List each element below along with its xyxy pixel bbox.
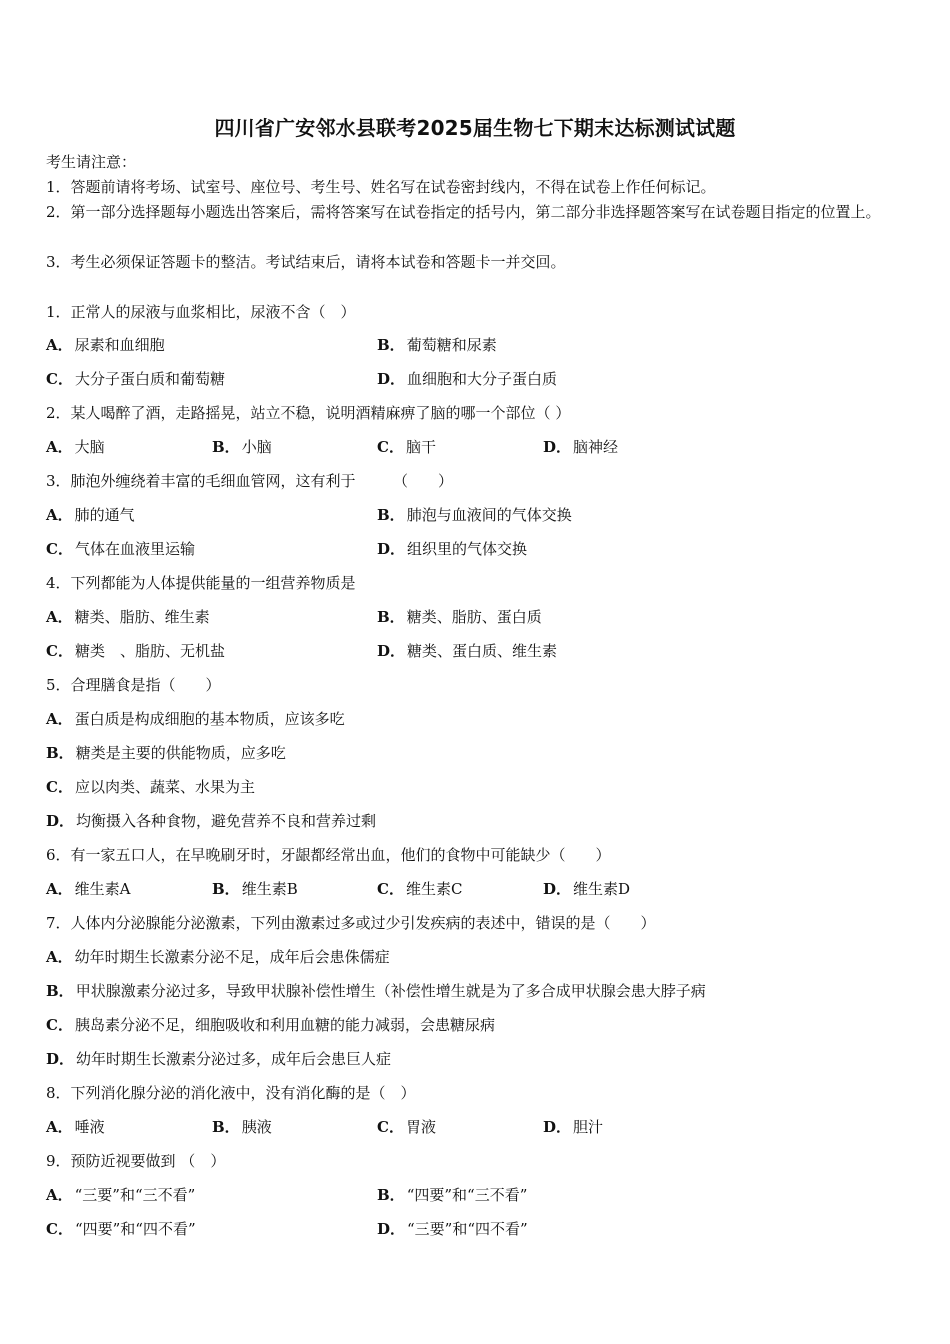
option-c xyxy=(377,1115,436,1139)
option-text: “三要”和“三不看” xyxy=(74,1186,196,1204)
option-letter: B． xyxy=(377,608,405,626)
option-a xyxy=(46,605,210,629)
option-text: 大分子蛋白质和葡萄糖 xyxy=(74,370,225,388)
option-letter: A． xyxy=(46,710,73,728)
option-b xyxy=(377,333,497,357)
option-text: 糖类、蛋白质、维生素 xyxy=(407,642,558,660)
notice-item: 2．第一部分选择题每小题选出答案后，需将答案写在试卷指定的括号内，第二部分非选择题答案写在试卷题目指定的位置上。 xyxy=(46,203,881,221)
option-letter: B． xyxy=(377,506,405,524)
option-letter: B． xyxy=(377,1186,405,1204)
option-letter: D． xyxy=(543,880,572,898)
option-a xyxy=(46,1115,105,1139)
question-stem: 4．下列都能为人体提供能量的一组营养物质是 xyxy=(46,574,356,592)
option-letter: D． xyxy=(543,438,572,456)
option-d xyxy=(543,435,618,459)
option-text: 维生素D xyxy=(573,880,631,898)
option-letter: C． xyxy=(46,370,73,388)
option-text: 糖类、脂肪、维生素 xyxy=(74,608,210,626)
option-letter: D． xyxy=(543,1118,572,1136)
option-b xyxy=(46,741,286,765)
option-letter: A． xyxy=(46,438,73,456)
option-c xyxy=(46,537,195,561)
option-letter: C． xyxy=(46,1220,73,1238)
option-text: “四要”和“四不看” xyxy=(74,1220,196,1238)
option-text: 肺的通气 xyxy=(74,506,135,524)
option-d xyxy=(46,809,376,833)
exam-title: 四川省广安邻水县联考2025届生物七下期末达标测试试题 xyxy=(214,116,736,140)
option-text: 应以肉类、蔬菜、水果为主 xyxy=(74,778,255,796)
option-c xyxy=(46,775,255,799)
option-text: 小脑 xyxy=(241,438,272,456)
question-stem: 2．某人喝醉了酒，走路摇晃，站立不稳，说明酒精麻痹了脑的哪一个部位（ ） xyxy=(46,404,571,422)
option-a xyxy=(46,707,345,731)
option-c xyxy=(377,435,436,459)
option-text: 均衡摄入各种食物，避免营养不良和营养过剩 xyxy=(76,812,377,830)
option-text: 维生素A xyxy=(74,880,131,898)
option-letter: D． xyxy=(46,812,75,830)
option-letter: A． xyxy=(46,1186,73,1204)
option-text: 组织里的气体交换 xyxy=(407,540,528,558)
option-letter: D． xyxy=(46,1050,75,1068)
option-text: 葡萄糖和尿素 xyxy=(406,336,497,354)
option-text: 幼年时期生长激素分泌不足，成年后会患侏儒症 xyxy=(74,948,390,966)
question-stem: 6．有一家五口人，在早晚刷牙时，牙龈都经常出血，他们的食物中可能缺少（ ） xyxy=(46,846,611,864)
option-text: 胰岛素分泌不足，细胞吸收和利用血糖的能力减弱，会患糖尿病 xyxy=(74,1016,495,1034)
notice-item: 3．考生必须保证答题卡的整洁。考试结束后，请将本试卷和答题卡一并交回。 xyxy=(46,253,566,271)
option-text: 胃液 xyxy=(405,1118,436,1136)
option-letter: C． xyxy=(377,1118,404,1136)
option-letter: B． xyxy=(212,1118,240,1136)
option-text: 维生素C xyxy=(405,880,463,898)
option-letter: A． xyxy=(46,1118,73,1136)
question-stem: 5．合理膳食是指（ ） xyxy=(46,676,221,694)
option-text: 肺泡与血液间的气体交换 xyxy=(406,506,572,524)
question-stem: 1．正常人的尿液与血浆相比，尿液不含（ ） xyxy=(46,303,356,321)
option-b xyxy=(46,979,706,1003)
option-letter: B． xyxy=(212,438,240,456)
option-c xyxy=(46,639,225,663)
option-text: 气体在血液里运输 xyxy=(74,540,195,558)
option-letter: A． xyxy=(46,880,73,898)
option-d xyxy=(543,1115,603,1139)
option-text: 脑干 xyxy=(405,438,436,456)
option-b xyxy=(212,877,298,901)
option-a xyxy=(46,435,105,459)
option-a xyxy=(46,503,135,527)
option-text: 胰液 xyxy=(241,1118,272,1136)
option-text: 甲状腺激素分泌过多，导致甲状腺补偿性增生（补偿性增生就是为了多合成甲状腺会患大脖子病 xyxy=(75,982,706,1000)
option-letter: D． xyxy=(377,540,406,558)
option-d xyxy=(46,1047,391,1071)
option-text: 脑神经 xyxy=(573,438,619,456)
option-c xyxy=(377,877,462,901)
option-text: 大脑 xyxy=(74,438,105,456)
option-b xyxy=(377,605,542,629)
option-c xyxy=(46,1217,196,1241)
option-a xyxy=(46,333,165,357)
option-letter: D． xyxy=(377,370,406,388)
option-d xyxy=(377,537,527,561)
option-text: 胆汁 xyxy=(573,1118,604,1136)
option-b xyxy=(212,1115,272,1139)
option-letter: C． xyxy=(377,438,404,456)
option-letter: D． xyxy=(377,1220,406,1238)
option-c xyxy=(46,1013,495,1037)
question-stem: 9．预防近视要做到 （ ） xyxy=(46,1152,226,1170)
option-letter: A． xyxy=(46,506,73,524)
option-letter: B． xyxy=(46,744,74,762)
option-letter: C． xyxy=(377,880,404,898)
option-text: 维生素B xyxy=(241,880,298,898)
option-letter: C． xyxy=(46,1016,73,1034)
option-letter: C． xyxy=(46,540,73,558)
option-c xyxy=(46,367,225,391)
notice-item: 1．答题前请将考场、试室号、座位号、考生号、姓名写在试卷密封线内，不得在试卷上作任何标记。 xyxy=(46,178,716,196)
question-stem: 8．下列消化腺分泌的消化液中，没有消化酶的是（ ） xyxy=(46,1084,416,1102)
option-d xyxy=(543,877,630,901)
option-text: 糖类 、脂肪、无机盐 xyxy=(74,642,225,660)
option-a xyxy=(46,1183,195,1207)
option-b xyxy=(212,435,272,459)
option-text: 唾液 xyxy=(74,1118,105,1136)
option-text: 尿素和血细胞 xyxy=(74,336,165,354)
option-text: 蛋白质是构成细胞的基本物质，应该多吃 xyxy=(74,710,345,728)
option-b xyxy=(377,503,572,527)
question-stem: 7．人体内分泌腺能分泌激素，下列由激素过多或过少引发疾病的表述中，错误的是（ ） xyxy=(46,914,656,932)
option-letter: D． xyxy=(377,642,406,660)
option-a xyxy=(46,877,130,901)
option-letter: B． xyxy=(212,880,240,898)
option-b xyxy=(377,1183,527,1207)
option-letter: A． xyxy=(46,336,73,354)
option-text: 糖类是主要的供能物质，应多吃 xyxy=(75,744,286,762)
option-letter: A． xyxy=(46,608,73,626)
option-text: 糖类、脂肪、蛋白质 xyxy=(406,608,542,626)
option-text: 血细胞和大分子蛋白质 xyxy=(407,370,558,388)
notice-heading: 考生请注意： xyxy=(46,153,137,171)
option-d xyxy=(377,1217,528,1241)
option-a xyxy=(46,945,390,969)
option-letter: B． xyxy=(46,982,74,1000)
option-text: “四要”和“三不看” xyxy=(406,1186,528,1204)
option-d xyxy=(377,639,557,663)
option-d xyxy=(377,367,557,391)
option-letter: C． xyxy=(46,778,73,796)
option-letter: C． xyxy=(46,642,73,660)
option-letter: A． xyxy=(46,948,73,966)
option-text: “三要”和“四不看” xyxy=(407,1220,528,1238)
option-letter: B． xyxy=(377,336,405,354)
question-stem: 3．肺泡外缠绕着丰富的毛细血管网，这有利于 （ ） xyxy=(46,472,454,490)
option-text: 幼年时期生长激素分泌过多，成年后会患巨人症 xyxy=(76,1050,392,1068)
